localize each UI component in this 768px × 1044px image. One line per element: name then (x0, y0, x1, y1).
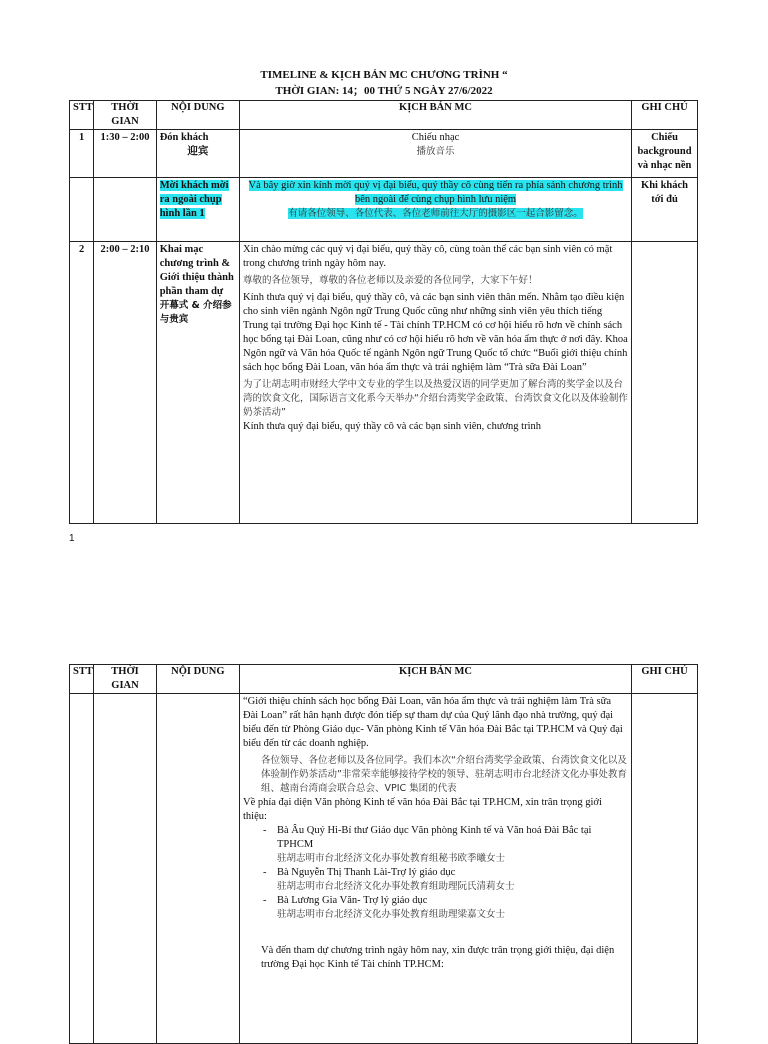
document-page-2 (0, 540, 768, 1024)
header-stt: STT (70, 101, 94, 130)
guest-list (243, 824, 628, 922)
header-time: THỜI GIAN (94, 101, 156, 130)
content-highlighted: Mời khách mời ra ngoài chụp hình lần 1 (159, 180, 229, 219)
script-paragraph: Kính thưa quý vị đại biểu, quý thầy cô, và các bạn sinh viên thân mến. Nhằm tạo điều kiện cho sinh viên ngành Ngôn ngữ Trung Quốc cũng như những sinh viên yêu thích tiếng Trung tại trường Đại học Kinh tế - Tài chính TP.HCM có cơ hội hiểu rõ hơn về chính sách học bổng tại Đài Loan, cũng như có cơ hội hiểu rõ hơn về văn hóa ẩm thực ở nơi đây. Khoa Ngôn ngữ và Văn hóa Quốc tế ngành Ngôn ngữ Trung Quốc tổ chức “Buổi giới thiệu chính sách học bổng Đài Loan, văn hóa ẩm thực và trải nghiệm làm “Trà sữa Đài Loan” (242, 292, 628, 373)
list-item: - Bà Âu Quý Hi-Bí thư Giáo dục Văn phòng Kinh tế và Văn hoá Đài Bắc tại TPHCM 驻胡志明市台北经济文化办事处教育组秘书欧季曦女士 (251, 824, 628, 866)
header-content: NỘI DUNG (156, 101, 239, 130)
table-header-row (70, 101, 698, 130)
table-header-row (70, 665, 698, 694)
script-paragraph: Xin chào mừng các quý vị đại biểu, quý thầy cô, cùng toàn thể các bạn sinh viên có mặt trong chương trình ngày hôm nay. (242, 244, 613, 269)
row-note: Khi khách tới đủ (632, 178, 698, 242)
header-stt: STT (70, 665, 94, 694)
row-stt: 1 (70, 130, 94, 178)
row-script (239, 242, 631, 524)
content-cn: 迎宾 (187, 146, 209, 157)
timeline-table (69, 100, 698, 524)
header-note: GHI CHÚ (632, 101, 698, 130)
header-time: THỜI GIAN (94, 665, 156, 694)
list-item: - Bà Nguyễn Thị Thanh Lài-Trợ lý giáo dục 驻胡志明市台北经济文化办事处教育组助理阮氏清莉女士 (251, 866, 628, 894)
row-note: Chiếu background và nhạc nền (632, 130, 698, 178)
content-cn: 开幕式 & 介绍参与贵宾 (159, 300, 232, 325)
script-vi-highlighted: Và bây giờ xin kính mời quý vị đại biểu, quý thầy cô cùng tiến ra phía sảnh chương trình bên ngoài để cùng chụp hình lưu niệm (248, 180, 623, 205)
script-paragraph-cn: 尊敬的各位领导，尊敬的各位老师以及亲爱的各位同学，大家下午好！ (242, 275, 538, 286)
script-paragraph: Kính thưa quý đại biểu, quý thầy cô và các bạn sinh viên, chương trình (242, 421, 542, 432)
row-content (156, 178, 239, 242)
header-script: KỊCH BẢN MC (239, 101, 631, 130)
page-number: 1 (69, 533, 75, 544)
row-script (239, 178, 631, 242)
script-paragraph: Về phía đại diện Văn phòng Kinh tế văn hóa Đài Bắc tại TP.HCM, xin trân trọng giới thiệu: (242, 797, 602, 822)
row-content (156, 130, 239, 178)
header-content: NỘI DUNG (156, 665, 239, 694)
document-subtitle-date: THỜI GIAN: 14；00 THỨ 5 NGÀY 27/6/2022 (275, 85, 493, 97)
table-row (70, 178, 698, 242)
document-title: TIMELINE & KỊCH BẢN MC CHƯƠNG TRÌNH “ (260, 69, 508, 81)
row-content (156, 242, 239, 524)
script-paragraph: Và đến tham dự chương trình ngày hôm nay, xin được trân trọng giới thiệu, đại diện trường Đại học Kinh tế Tài chính TP.HCM: (260, 945, 615, 970)
table-row (70, 242, 698, 524)
script-cn-highlighted: 有请各位领导、各位代表、各位老师前往大厅的摄影区一起合影留念。 (288, 208, 583, 219)
row-time: 1:30 – 2:00 (94, 130, 156, 178)
script-vi: Chiếu nhạc (411, 132, 460, 143)
timeline-table-continued (69, 664, 698, 1044)
content-vi: Đón khách (159, 132, 209, 143)
script-paragraph: “Giới thiệu chính sách học bổng Đài Loan, văn hóa ẩm thực và trải nghiệm làm Trà sữa Đài Loan” rất hân hạnh được đón tiếp sự tham dự của Quý lãnh đạo nhà trường, quý đại biểu đến từ Phòng Giáo dục- Văn phòng Kinh tế Văn hóa Đài Bắc tại TP.HCM và Quý đại biểu đến từ các doanh nghiệp. (242, 696, 623, 749)
row-stt: 2 (70, 242, 94, 524)
content-vi: Khai mạc chương trình & Giới thiệu thành phần tham dự (159, 244, 234, 297)
script-cn: 播放音乐 (416, 146, 455, 157)
script-paragraph-cn: 为了让胡志明市财经大学中文专业的学生以及热爱汉语的同学更加了解台湾的奖学金以及台湾的饮食文化，国际语言文化系今天举办“介绍台湾奖学金政策、台湾饮食文化以及体验制作奶茶活动” (242, 379, 628, 418)
script-paragraph-cn: 各位领导、各位老师以及各位同学。我们本次“介绍台湾奖学金政策、台湾饮食文化以及体验制作奶茶活动”非常荣幸能够接待学校的领导、驻胡志明市台北经济文化办事处教育组、越南台湾商会联合总会、VPIC 集团的代表 (260, 755, 627, 794)
list-item: - Bà Lương Gia Văn- Trợ lý giáo dục 驻胡志明市台北经济文化办事处教育组助理梁嘉文女士 (251, 894, 628, 922)
header-note: GHI CHÚ (632, 665, 698, 694)
table-row (70, 130, 698, 178)
row-time: 2:00 – 2:10 (94, 242, 156, 524)
row-script (239, 130, 631, 178)
table-row (70, 694, 698, 1044)
row-script (239, 694, 631, 1044)
header-script: KỊCH BẢN MC (239, 665, 631, 694)
